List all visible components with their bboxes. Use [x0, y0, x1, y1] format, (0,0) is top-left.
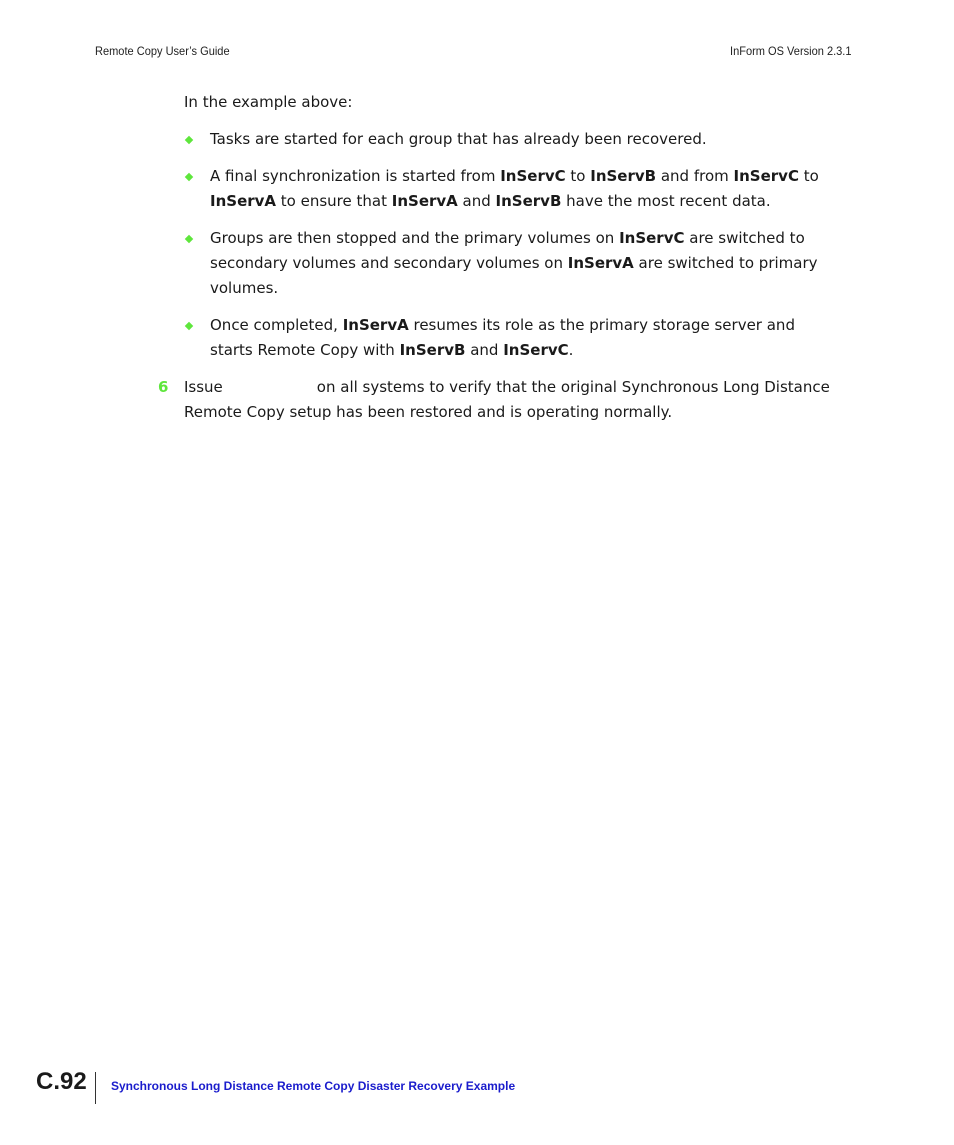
text-run: to ensure that — [276, 192, 392, 210]
text-run: are switched to secondary volumes and secondary volumes on — [210, 229, 805, 272]
text-run: A final synchronization is started from — [210, 167, 501, 185]
footer-divider — [95, 1072, 96, 1104]
list-item — [184, 164, 834, 214]
bullet-list — [184, 127, 834, 363]
text-run: and — [465, 341, 504, 359]
system-name: InServA — [210, 192, 277, 210]
text-run: Tasks are started for each group that has already been recovered. — [210, 130, 707, 148]
list-item — [184, 127, 834, 152]
diamond-bullet-icon — [185, 322, 193, 330]
text-run: and from — [656, 167, 734, 185]
text-run: Groups are then stopped and the primary volumes on — [210, 229, 620, 247]
system-name: InServB — [590, 167, 657, 185]
step-text-before: Issue — [184, 378, 223, 396]
list-item — [184, 226, 834, 301]
system-name: InServC — [503, 341, 569, 359]
system-name: InServA — [567, 254, 634, 272]
footer-section-title: Synchronous Long Distance Remote Copy Disaster Recovery Example — [111, 1079, 516, 1093]
text-run: . — [568, 341, 574, 359]
text-run: have the most recent data. — [561, 192, 771, 210]
list-item — [184, 313, 834, 363]
system-name: InServC — [619, 229, 685, 247]
system-name: InServC — [733, 167, 799, 185]
text-run: and — [457, 192, 496, 210]
system-name: InServB — [399, 341, 466, 359]
system-name: InServC — [500, 167, 566, 185]
diamond-bullet-icon — [185, 136, 193, 144]
system-name: InServB — [495, 192, 562, 210]
text-run: to — [565, 167, 591, 185]
system-name: InServA — [342, 316, 409, 334]
text-run: Once completed, — [210, 316, 343, 334]
text-run: are switched to primary volumes. — [210, 254, 818, 297]
step-number: 6 — [158, 378, 169, 396]
intro-text: In the example above: — [184, 93, 353, 111]
diamond-bullet-icon — [185, 173, 193, 181]
procedure-step — [158, 375, 834, 425]
diamond-bullet-icon — [185, 235, 193, 243]
running-header-right: InForm OS Version 2.3.1 — [730, 44, 852, 58]
running-header-left: Remote Copy User’s Guide — [95, 44, 230, 58]
step-text-after: on all systems to verify that the original Synchronous Long Distance Remote Copy setup has been restored and is operating normally. — [184, 378, 830, 421]
page-number: C.92 — [36, 1068, 87, 1095]
text-run: resumes its role as the primary storage server and starts Remote Copy with — [210, 316, 795, 359]
system-name: InServA — [391, 192, 458, 210]
page-body — [158, 90, 834, 425]
text-run: to — [798, 167, 819, 185]
